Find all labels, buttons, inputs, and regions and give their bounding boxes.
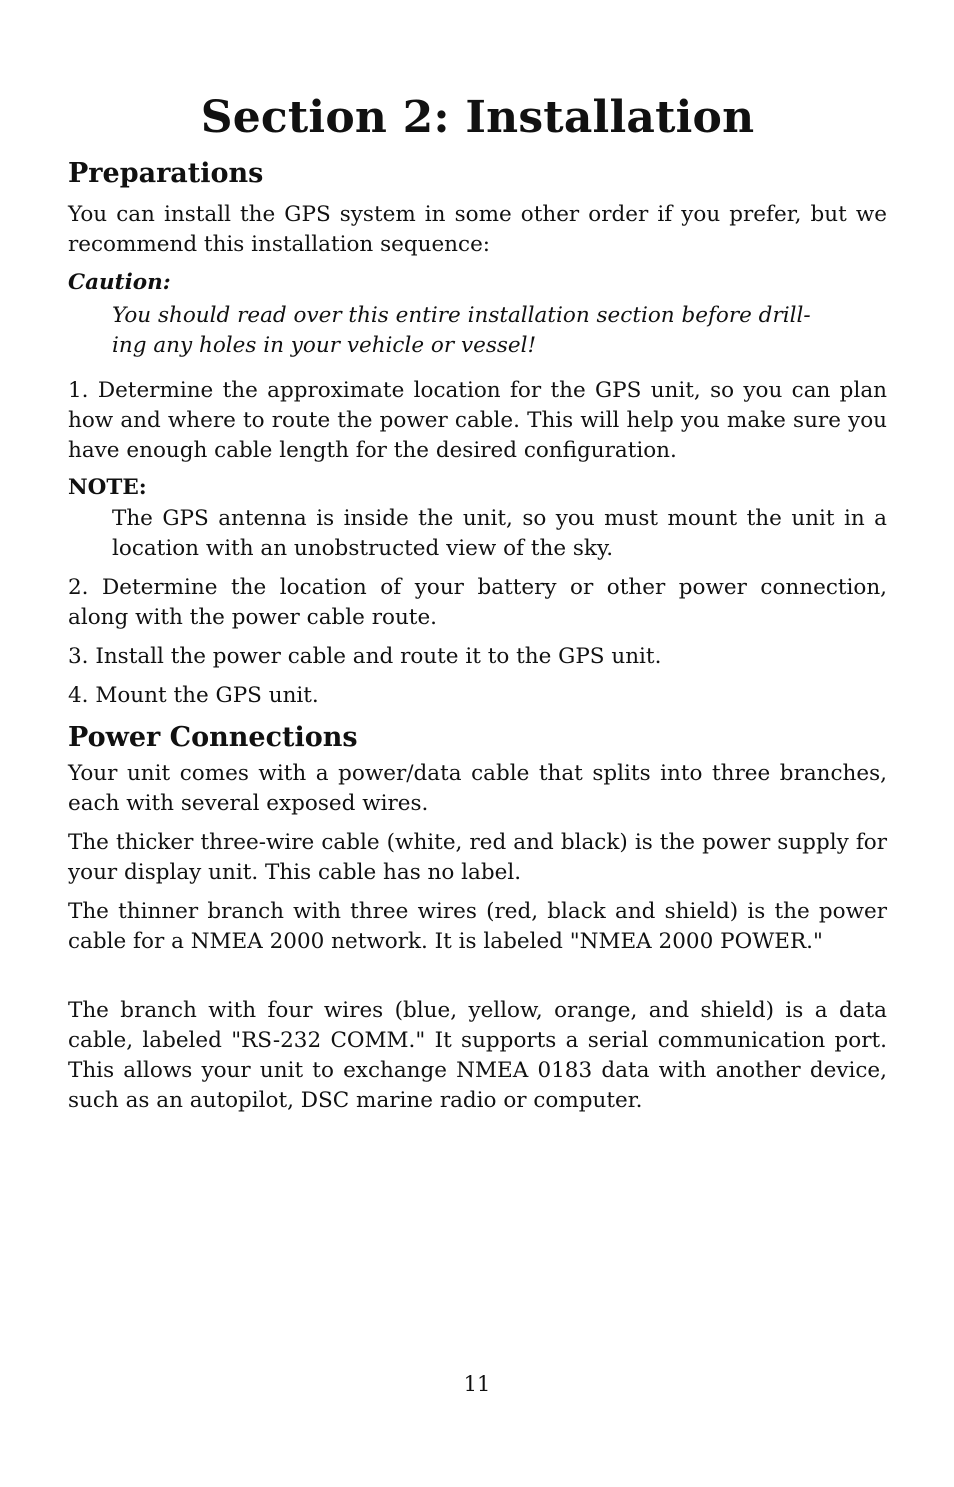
note-text: The GPS antenna is inside the unit, so you must mount the unit in a location with an unobstructed view of the sky.	[112, 506, 887, 561]
preparations-heading: Preparations	[68, 158, 264, 189]
caution-text: You should read over this entire installation section before drill-ing any holes in your vehicle or vessel!	[112, 303, 811, 358]
power-paragraph-2: The thicker three-wire cable (white, red and black) is the power supply for your display unit. This cable has no label.	[68, 830, 887, 885]
note-label: NOTE:	[68, 475, 147, 500]
step-2: 2. Determine the location of your battery or other power connection, along with the power cable route.	[68, 575, 887, 630]
power-paragraph-1: Your unit comes with a power/data cable that splits into three branches, each with several exposed wires.	[68, 761, 887, 816]
step-3: 3. Install the power cable and route it to the GPS unit.	[68, 644, 662, 669]
section-title: Section 2: Installation	[200, 92, 755, 143]
power-paragraph-3: The thinner branch with three wires (red, black and shield) is the power cable for a NMEA 2000 network. It is labeled "NMEA 2000 POWER."	[68, 899, 887, 954]
power-paragraph-4: The branch with four wires (blue, yellow, orange, and shield) is a data cable, labeled "RS-232 COMM." It supports a serial communication port. This allows your unit to exchange NMEA 0183 data with another device, such as an autopilot, DSC marine radio or computer.	[68, 998, 887, 1113]
step-4: 4. Mount the GPS unit.	[68, 683, 319, 708]
power-connections-heading: Power Connections	[68, 722, 358, 753]
caution-label: Caution:	[68, 270, 171, 295]
preparations-intro: You can install the GPS system in some other order if you prefer, but we recommend this installation sequence:	[68, 202, 887, 257]
page-number: 11	[463, 1372, 491, 1396]
step-1: 1. Determine the approximate location for the GPS unit, so you can plan how and where to route the power cable. This will help you make sure you have enough cable length for the desired configuration.	[68, 378, 887, 463]
